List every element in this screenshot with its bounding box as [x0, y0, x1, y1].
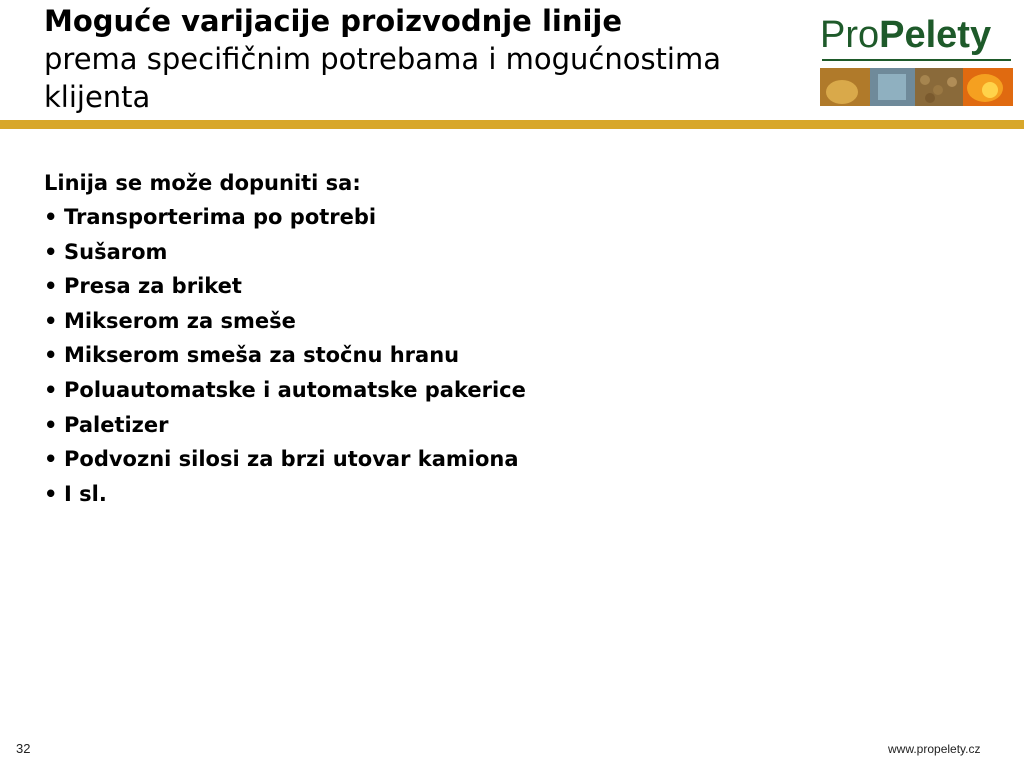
slide-title: Moguće varijacije proizvodnje linije	[44, 4, 623, 38]
slide-subtitle: prema specifičnim potrebama i mogućnostima klijenta	[44, 42, 721, 114]
list-item: • Sušarom	[44, 235, 944, 270]
bullet-icon: •	[44, 447, 58, 472]
bullet-icon: •	[44, 343, 58, 368]
title-block	[44, 2, 804, 116]
bullet-icon: •	[44, 205, 58, 229]
logo-underline	[822, 59, 1011, 61]
bullet-icon: •	[44, 412, 58, 437]
propelety-logo	[820, 12, 1013, 106]
list-item: • Mikserom smeša za stočnu hranu	[44, 338, 944, 373]
bullet-icon: •	[44, 239, 58, 264]
slide-content	[44, 166, 944, 511]
list-item: • Presa za briket	[44, 269, 944, 304]
list-item: • Poluautomatske i automatske pakerice	[44, 373, 944, 408]
logo-text-pelety: Pelety	[879, 14, 992, 56]
list-item: • Paletizer	[44, 408, 944, 443]
list-item: • Mikserom za smeše	[44, 304, 944, 339]
list-item: • Podvozni silosi za brzi utovar kamiona	[44, 442, 944, 477]
feature-list	[44, 200, 944, 511]
intro-text: Linija se može dopuniti sa:	[44, 171, 361, 195]
logo-wordmark	[820, 12, 1013, 58]
page-number: 32	[16, 741, 31, 756]
bullet-icon: •	[44, 481, 58, 506]
list-item: • I sl.	[44, 477, 944, 512]
logo-photo-strip	[820, 68, 1013, 106]
logo-text-pro: Pro	[820, 14, 880, 56]
list-item: • Transporterima po potrebi	[44, 200, 944, 235]
bullet-icon: •	[44, 377, 58, 402]
bullet-icon: •	[44, 274, 58, 299]
header-rule	[0, 120, 1024, 129]
bullet-icon: •	[44, 308, 58, 333]
footer-url: www.propelety.cz	[888, 742, 981, 756]
